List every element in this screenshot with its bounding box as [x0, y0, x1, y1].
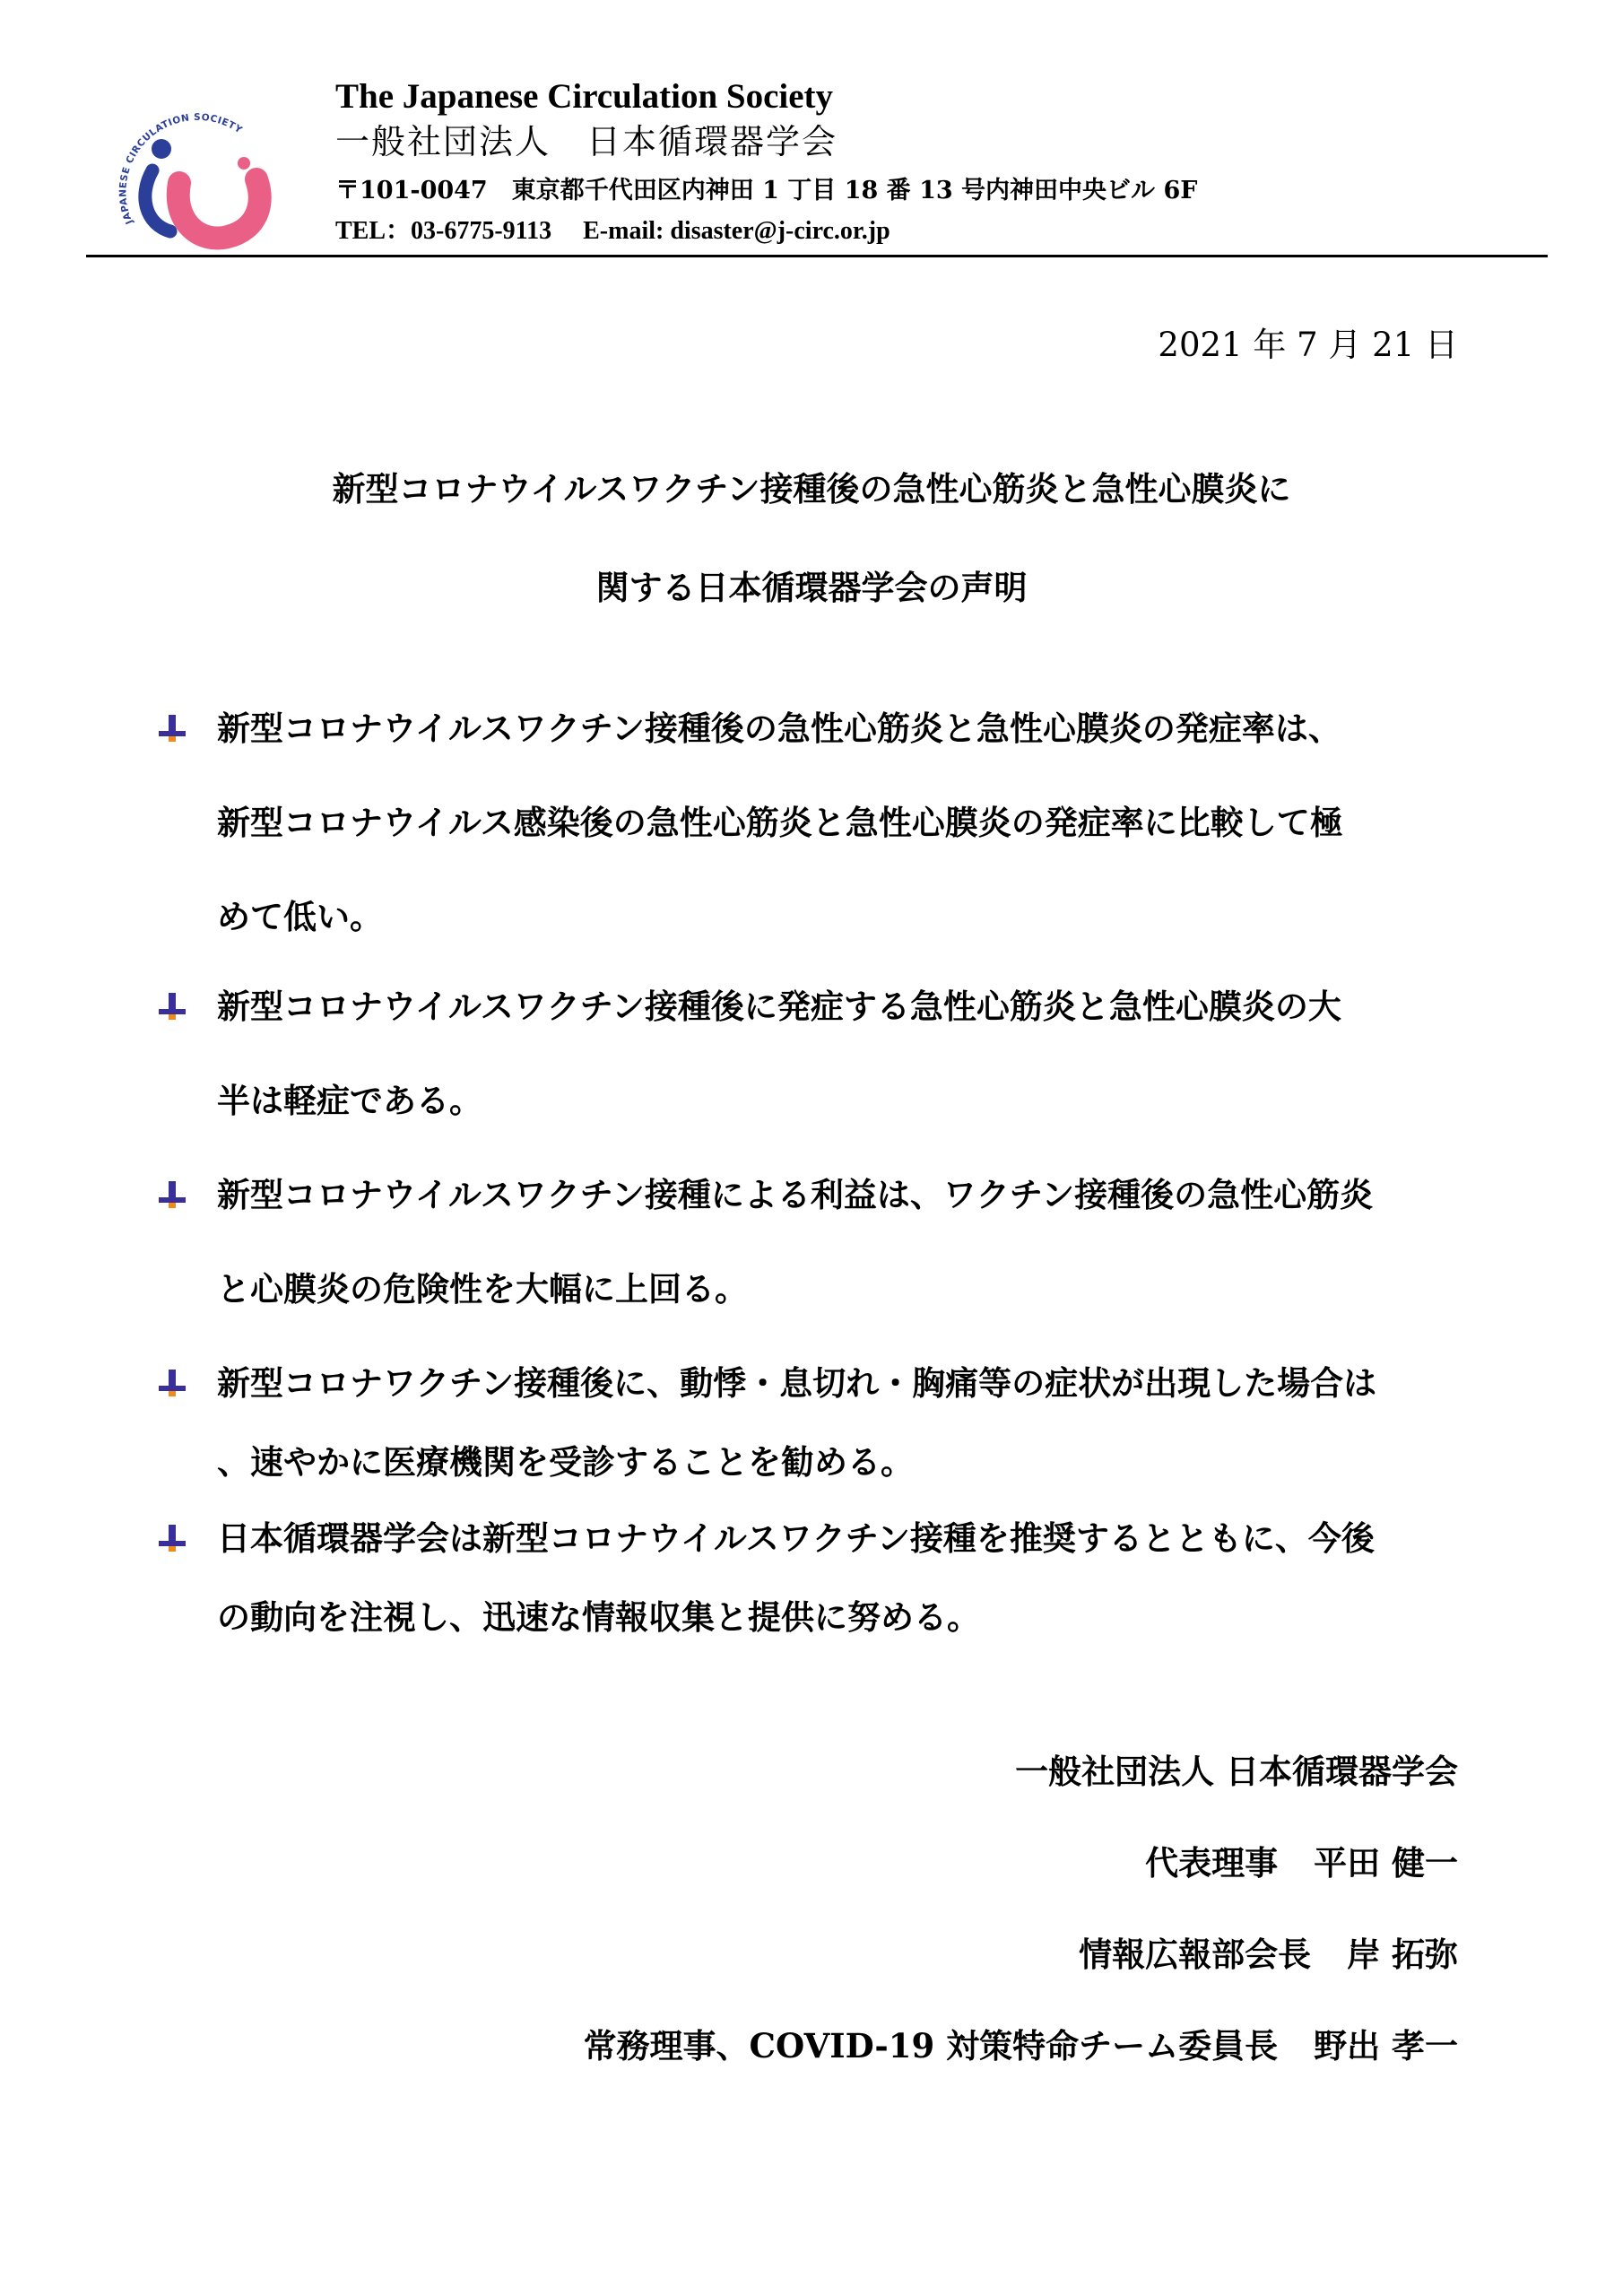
statement-text: 日本循環器学会は新型コロナウイルスワクチン接種を推奨するとともに、今後 の動向を注視し、迅速な情報収集と提供に努める。 [217, 1518, 1375, 1637]
document-title [0, 466, 1623, 664]
statement-text: 新型コロナウイルスワクチン接種後に発症する急性心筋炎と急性心膜炎の大 半は軽症である。 [217, 987, 1341, 1120]
statement-bullet-2 [157, 984, 1466, 1148]
signature-line-pr [584, 1932, 1458, 1977]
document-date: 2021 年 7 月 21 日 [1158, 326, 1458, 364]
logo-pink-shape [178, 179, 260, 239]
statement-text: 新型コロナウイルスワクチン接種後の急性心筋炎と急性心膜炎の発症率は、 新型コロナウイルス感染後の急性心筋炎と急性心膜炎の発症率に比較して極 めて低い。 [217, 709, 1343, 936]
org-address: 〒101-0047 東京都千代田区内神田 1 丁目 18 番 13 号内神田中央ビル 6F [335, 177, 1198, 204]
bullet-icon [157, 1523, 187, 1553]
signature-line-president [584, 1840, 1458, 1885]
signatory-title: 常務理事、COVID-19 対策特命チーム委員長 [583, 2026, 1279, 2066]
letterhead [335, 75, 1197, 251]
bullet-icon [157, 713, 187, 744]
org-name-ja: 一般社団法人 日本循環器学会 [335, 122, 838, 161]
logo-blue-stroke [145, 170, 170, 231]
bullet-icon [157, 991, 187, 1022]
society-logo [106, 97, 285, 257]
signature-org-name: 一般社団法人 日本循環器学会 [1015, 1752, 1458, 1791]
signatory-name: 平田 健一 [1314, 1843, 1458, 1883]
title-line-1: 新型コロナウイルスワクチン接種後の急性心筋炎と急性心膜炎に [332, 469, 1291, 509]
org-contact: TEL：03-6775-9113 E-mail: disaster@j-circ.or.jp [335, 217, 890, 245]
statement-bullet-1 [157, 706, 1466, 964]
statement-bullet-3 [157, 1172, 1466, 1336]
statement-text: 新型コロナワクチン接種後に、動悸・息切れ・胸痛等の症状が出現した場合は 、速やかに医療機関を受診することを勧める。 [217, 1363, 1377, 1482]
signature-line-covid [584, 2023, 1458, 2068]
title-line-2: 関する日本循環器学会の声明 [595, 568, 1028, 607]
bullet-icon [157, 1179, 187, 1210]
logo-dot [152, 139, 171, 159]
statement-bullet-5 [157, 1516, 1466, 1657]
signatory-name: 野出 孝一 [1314, 2026, 1458, 2066]
statement-bullet-4 [157, 1361, 1466, 1501]
signatory-title: 代表理事 [1145, 1843, 1279, 1883]
header-divider [86, 255, 1548, 257]
statement-text: 新型コロナウイルスワクチン接種による利益は、ワクチン接種後の急性心筋炎 と心膜炎の危険性を大幅に上回る。 [217, 1175, 1374, 1309]
signature-org [584, 1749, 1458, 1794]
org-name-en: The Japanese Circulation Society [335, 77, 834, 116]
signatory-title: 情報広報部会長 [1079, 1935, 1312, 1974]
logo-pink-dot [238, 157, 250, 170]
bullet-icon [157, 1368, 187, 1398]
signatory-name: 岸 拓弥 [1347, 1935, 1458, 1974]
logo-ring-textpath: JAPANESE CIRCULATION SOCIETY [117, 111, 245, 226]
signature-block [584, 1749, 1458, 2115]
